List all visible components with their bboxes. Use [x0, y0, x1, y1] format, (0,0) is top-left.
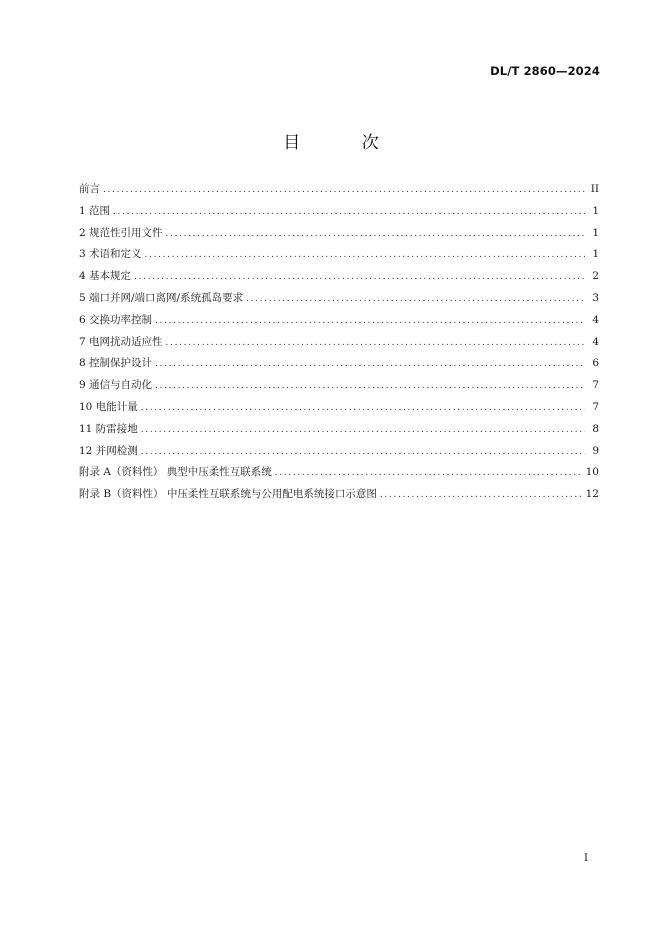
toc-entry-page: 1	[592, 248, 599, 261]
toc-entry-label: 前言	[79, 183, 100, 195]
toc-entry-10[interactable]	[79, 397, 599, 419]
toc-entry-label: 2 规范性引用文件	[79, 226, 163, 239]
toc-entry-foreword[interactable]	[79, 179, 599, 201]
toc-entry-11[interactable]	[79, 419, 599, 441]
dot-leader	[275, 463, 582, 485]
toc-entry-page: 9	[592, 444, 599, 457]
toc-entry-page: 4	[592, 313, 599, 326]
toc-entry-5[interactable]	[79, 288, 599, 310]
toc-entry-label: 5 端口并网/端口离网/系统孤岛要求	[79, 291, 244, 304]
toc-entry-label: 12 并网检测	[79, 444, 138, 457]
table-of-contents	[79, 179, 599, 506]
dot-leader	[145, 245, 585, 267]
toc-entry-page: 1	[592, 204, 599, 217]
toc-entry-8[interactable]	[79, 353, 599, 375]
dot-leader	[155, 376, 585, 398]
standard-code: DL/T 2860—2024	[490, 64, 600, 78]
page-number: I	[584, 853, 588, 864]
page-title: 目 次	[283, 133, 407, 153]
toc-entry-label: 11 防雷接地	[79, 422, 138, 435]
toc-entry-label: 10 电能计量	[79, 400, 138, 413]
toc-entry-label: 4 基本规定	[79, 270, 132, 283]
dot-leader	[141, 420, 585, 442]
dot-leader	[113, 202, 585, 224]
toc-entry-page: 4	[592, 335, 599, 348]
toc-entry-page: II	[590, 183, 599, 195]
toc-entry-label: 8 控制保护设计	[79, 357, 153, 370]
toc-entry-page: 1	[592, 226, 599, 239]
toc-entry-12[interactable]	[79, 441, 599, 463]
toc-entry-page: 7	[592, 379, 599, 392]
toc-entry-label: 附录 A（资料性） 典型中压柔性互联系统	[79, 466, 272, 479]
dot-leader	[141, 442, 585, 464]
toc-entry-page: 10	[585, 466, 599, 479]
toc-entry-4[interactable]	[79, 266, 599, 288]
toc-entry-label: 附录 B（资料性） 中压柔性互联系统与公用配电系统接口示意图	[79, 488, 377, 501]
toc-entry-appendix-a[interactable]	[79, 462, 599, 484]
toc-entry-page: 7	[592, 400, 599, 413]
toc-entry-2[interactable]	[79, 223, 599, 245]
toc-entry-label: 7 电网扰动适应性	[79, 335, 163, 348]
dot-leader	[166, 224, 585, 246]
dot-leader	[155, 311, 585, 333]
dot-leader	[141, 398, 585, 420]
toc-entry-6[interactable]	[79, 310, 599, 332]
dot-leader	[103, 180, 585, 202]
toc-entry-label: 6 交换功率控制	[79, 313, 153, 326]
toc-entry-1[interactable]	[79, 201, 599, 223]
toc-entry-page: 6	[592, 357, 599, 370]
dot-leader	[380, 485, 582, 507]
toc-entry-page: 12	[585, 488, 599, 501]
toc-entry-label: 1 范围	[79, 204, 111, 217]
toc-entry-label: 3 术语和定义	[79, 248, 142, 261]
toc-entry-page: 8	[592, 422, 599, 435]
toc-entry-3[interactable]	[79, 244, 599, 266]
toc-entry-appendix-b[interactable]	[79, 484, 599, 506]
dot-leader	[155, 354, 585, 376]
toc-entry-label: 9 通信与自动化	[79, 379, 153, 392]
toc-entry-9[interactable]	[79, 375, 599, 397]
toc-entry-7[interactable]	[79, 332, 599, 354]
dot-leader	[166, 333, 585, 355]
dot-leader	[134, 267, 585, 289]
toc-entry-page: 3	[592, 291, 599, 304]
toc-entry-page: 2	[592, 270, 599, 283]
dot-leader	[246, 289, 585, 311]
